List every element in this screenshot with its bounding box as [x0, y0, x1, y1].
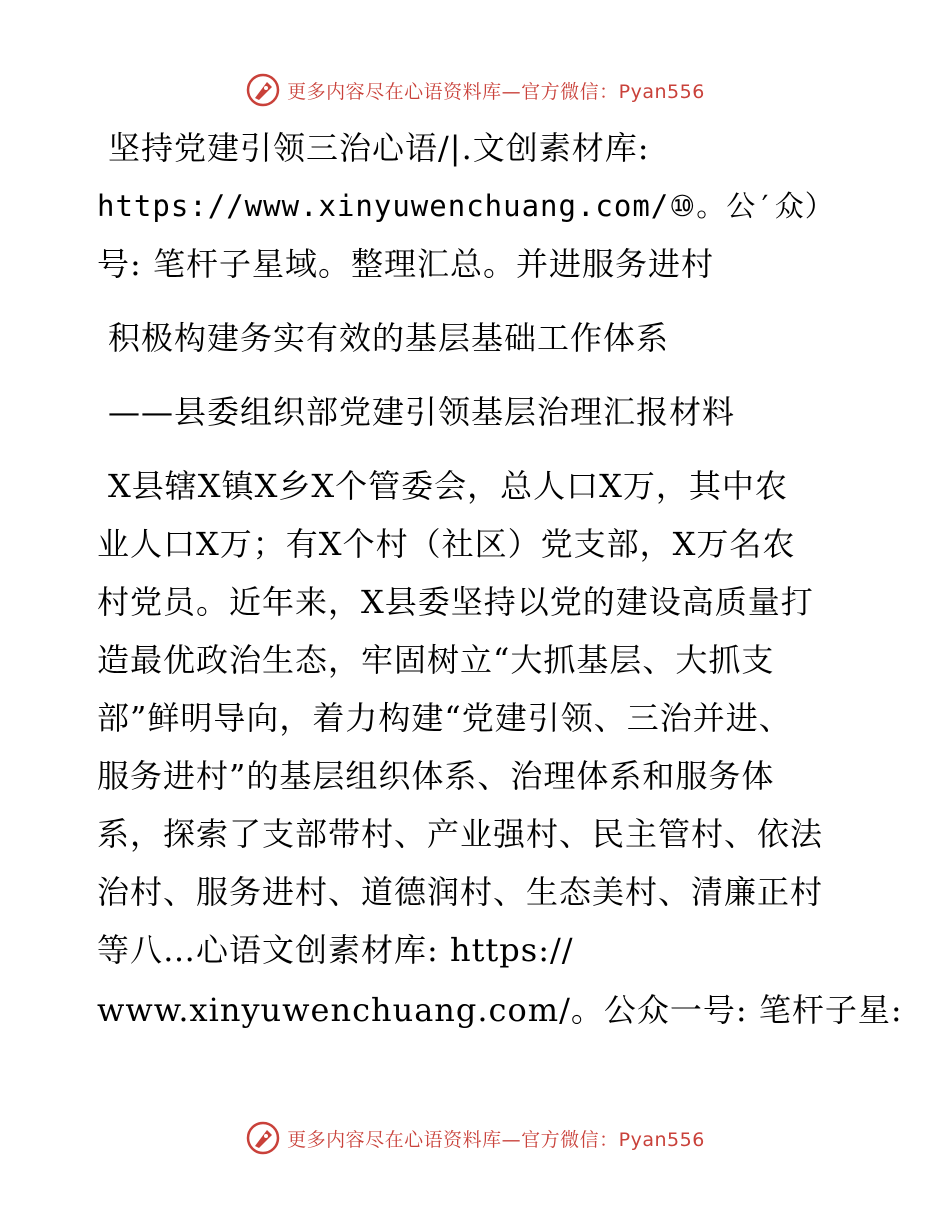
intro-line-1: 坚持党建引领三治心语/|.文创素材库: [108, 129, 650, 167]
body-line-1: X县辖X镇X乡X个管委会，总人口X万，其中农 [108, 467, 788, 505]
document-subtitle: ——县委组织部党建引领基层治理汇报材料 [108, 393, 736, 431]
footer-watermark-text: 更多内容尽在心语资料库—官方微信：Pyan556 [287, 1128, 705, 1151]
document-title: 积极构建务实有效的基层基础工作体系 [108, 319, 670, 357]
footer-watermark-banner [0, 1118, 950, 1158]
body-line-3: 村党员。近年来，X县委坚持以党的建设高质量打 [97, 583, 814, 621]
body-line-10: www.xinyuwenchuang.com/。公众一号: 笔杆子星: [97, 991, 903, 1029]
body-line-8: 治村、服务进村、道德润村、生态美村、清廉正村 [97, 873, 824, 911]
pen-nib-icon [245, 1120, 281, 1156]
body-line-5: 部”鲜明导向，着力构建“党建引领、三治并进、 [97, 699, 792, 737]
body-line-2: 业人口X万；有X个村（社区）党支部，X万名农 [97, 525, 796, 563]
pen-nib-icon [245, 72, 281, 108]
intro-line-3: 号: 笔杆子星域。整理汇总。并进服务进村 [97, 245, 714, 283]
body-line-7: 系，探索了支部带村、产业强村、民主管村、依法 [97, 815, 824, 853]
body-line-6: 服务进村”的基层组织体系、治理体系和服务体 [97, 757, 775, 795]
header-watermark-text: 更多内容尽在心语资料库—官方微信：Pyan556 [287, 80, 705, 103]
intro-line-2: https://www.xinyuwenchuang.com/⑩。公′众） [97, 189, 835, 223]
body-line-9: 等八…心语文创素材库: https:// [97, 931, 574, 969]
body-line-4: 造最优政治生态，牢固树立“大抓基层、大抓支 [97, 641, 775, 679]
header-watermark-banner [0, 70, 950, 110]
